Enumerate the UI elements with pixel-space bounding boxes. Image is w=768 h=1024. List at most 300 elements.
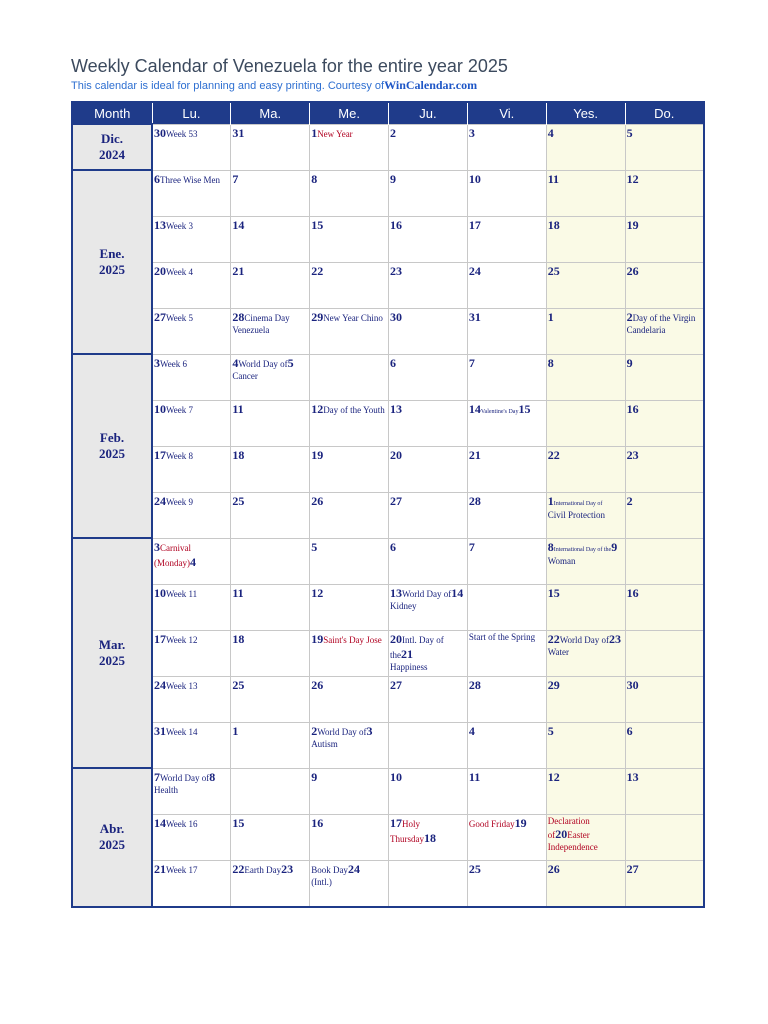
day-cell[interactable] xyxy=(310,216,389,262)
day-line xyxy=(390,402,467,417)
day-cell[interactable] xyxy=(389,216,468,262)
day-cell[interactable] xyxy=(546,676,625,722)
event-label: World Day of xyxy=(160,772,210,783)
day-cell[interactable] xyxy=(625,630,704,676)
day-number: 23 xyxy=(608,631,621,646)
day-line xyxy=(390,448,467,463)
day-line xyxy=(548,632,625,647)
day-cell[interactable] xyxy=(389,814,468,860)
day-cell[interactable] xyxy=(310,676,389,722)
day-line xyxy=(469,218,546,233)
day-number: 18 xyxy=(232,447,245,462)
month-name: Abr. xyxy=(99,821,125,837)
day-cell[interactable] xyxy=(310,124,389,170)
day-line xyxy=(548,816,625,842)
day-line xyxy=(627,218,703,233)
day-number: 10 xyxy=(154,585,166,600)
day-cell[interactable] xyxy=(310,262,389,308)
day-line xyxy=(627,678,703,693)
day-line xyxy=(232,678,309,693)
day-cell[interactable] xyxy=(310,354,389,400)
day-cell[interactable] xyxy=(231,676,310,722)
day-line xyxy=(232,218,309,233)
day-number: 19 xyxy=(514,815,527,830)
day-cell[interactable] xyxy=(231,124,310,170)
day-cell[interactable] xyxy=(231,492,310,538)
day-number: 24 xyxy=(468,263,481,278)
day-cell[interactable] xyxy=(625,676,704,722)
day-cell[interactable] xyxy=(546,630,625,676)
day-cell[interactable] xyxy=(310,630,389,676)
day-line xyxy=(154,494,230,509)
event-label: Week 13 xyxy=(166,680,198,691)
day-cell[interactable] xyxy=(546,262,625,308)
day-cell[interactable] xyxy=(152,446,231,492)
day-line xyxy=(469,494,546,509)
day-line xyxy=(154,310,230,325)
day-line xyxy=(154,356,230,371)
day-number: 20 xyxy=(555,826,568,841)
day-number: 7 xyxy=(468,355,475,370)
day-line xyxy=(627,126,703,141)
day-line xyxy=(469,816,546,831)
day-line xyxy=(311,678,388,693)
event-label: Woman xyxy=(547,555,576,566)
month-year: 2025 xyxy=(99,446,125,461)
day-cell[interactable] xyxy=(467,584,546,630)
day-line xyxy=(232,862,309,877)
day-cell[interactable] xyxy=(152,492,231,538)
day-cell[interactable] xyxy=(231,262,310,308)
day-number: 6 xyxy=(390,355,397,370)
day-cell[interactable] xyxy=(152,354,231,400)
column-header-5: Vi. xyxy=(467,102,546,124)
day-cell[interactable] xyxy=(389,630,468,676)
day-number: 19 xyxy=(626,217,639,232)
day-cell[interactable] xyxy=(467,124,546,170)
day-line xyxy=(154,218,230,233)
day-cell[interactable] xyxy=(310,860,389,907)
day-number: 15 xyxy=(518,401,531,416)
day-cell[interactable] xyxy=(310,492,389,538)
week-row xyxy=(72,446,704,492)
day-cell[interactable] xyxy=(310,814,389,860)
day-line xyxy=(627,724,703,739)
day-cell[interactable] xyxy=(546,308,625,354)
day-line xyxy=(154,402,230,417)
day-cell[interactable] xyxy=(625,538,704,584)
day-line xyxy=(627,448,703,463)
week-row xyxy=(72,584,704,630)
day-number: 1 xyxy=(311,125,318,140)
month-name: Feb. xyxy=(99,430,125,445)
day-cell[interactable] xyxy=(310,584,389,630)
day-line xyxy=(390,218,467,233)
day-cell[interactable] xyxy=(152,170,231,216)
day-line xyxy=(154,540,230,570)
day-number: 11 xyxy=(232,401,244,416)
day-line xyxy=(469,678,546,693)
day-cell[interactable] xyxy=(467,216,546,262)
day-cell[interactable] xyxy=(546,354,625,400)
day-line xyxy=(627,310,703,336)
day-cell[interactable] xyxy=(152,860,231,907)
day-number: 2 xyxy=(626,493,633,508)
day-cell[interactable] xyxy=(389,170,468,216)
day-number: 11 xyxy=(232,585,244,600)
day-number: 18 xyxy=(547,217,560,232)
day-cell[interactable] xyxy=(467,492,546,538)
day-line xyxy=(469,632,546,643)
day-number: 9 xyxy=(311,769,318,784)
day-line xyxy=(548,770,625,785)
day-cell[interactable] xyxy=(625,584,704,630)
day-line xyxy=(469,126,546,141)
day-cell[interactable] xyxy=(625,768,704,814)
day-line xyxy=(154,816,230,831)
day-cell[interactable] xyxy=(152,676,231,722)
day-cell[interactable] xyxy=(152,308,231,354)
day-number: 22 xyxy=(232,861,245,876)
day-cell[interactable] xyxy=(231,308,310,354)
event-label: Good Friday xyxy=(468,818,515,829)
day-number: 10 xyxy=(468,171,481,186)
day-cell[interactable] xyxy=(152,630,231,676)
day-line xyxy=(311,126,388,141)
event-label: World Day of xyxy=(402,588,452,599)
day-number: 2 xyxy=(626,309,633,324)
day-cell[interactable] xyxy=(231,170,310,216)
day-cell[interactable] xyxy=(310,538,389,584)
day-number: 22 xyxy=(547,631,560,646)
day-line xyxy=(232,126,309,141)
day-number: 2 xyxy=(311,723,318,738)
week-row xyxy=(72,630,704,676)
day-cell[interactable] xyxy=(546,400,625,446)
day-cell[interactable] xyxy=(152,216,231,262)
event-label: World Day of xyxy=(559,634,609,645)
day-cell[interactable] xyxy=(231,216,310,262)
event-label: (Intl.) xyxy=(311,876,332,887)
day-number: 13 xyxy=(154,217,166,232)
week-row xyxy=(72,676,704,722)
day-cell[interactable] xyxy=(389,676,468,722)
day-cell[interactable] xyxy=(467,630,546,676)
day-cell[interactable] xyxy=(546,170,625,216)
day-line xyxy=(311,218,388,233)
day-cell[interactable] xyxy=(389,538,468,584)
day-number: 17 xyxy=(468,217,481,232)
day-cell[interactable] xyxy=(467,814,546,860)
day-cell[interactable] xyxy=(389,124,468,170)
day-cell[interactable] xyxy=(546,768,625,814)
day-number: 23 xyxy=(281,861,294,876)
day-cell[interactable] xyxy=(389,262,468,308)
event-label: Week 9 xyxy=(166,496,194,507)
day-number: 3 xyxy=(468,125,475,140)
day-cell[interactable] xyxy=(231,860,310,907)
day-cell[interactable] xyxy=(467,400,546,446)
day-line xyxy=(232,632,309,647)
day-number: 9 xyxy=(611,539,618,554)
day-cell[interactable] xyxy=(467,446,546,492)
day-line xyxy=(154,126,230,141)
day-number: 23 xyxy=(626,447,639,462)
day-cell[interactable] xyxy=(310,722,389,768)
day-number: 5 xyxy=(287,355,294,370)
day-number: 17 xyxy=(154,631,166,646)
day-number: 22 xyxy=(311,263,324,278)
day-cell[interactable] xyxy=(152,124,231,170)
event-label: Week 5 xyxy=(166,312,194,323)
day-number: 4 xyxy=(547,125,554,140)
month-name: Mar. xyxy=(98,637,126,652)
day-cell[interactable] xyxy=(625,262,704,308)
day-cell[interactable] xyxy=(625,446,704,492)
day-cell[interactable] xyxy=(310,446,389,492)
day-cell[interactable] xyxy=(546,446,625,492)
day-cell[interactable] xyxy=(389,354,468,400)
wincalendar-link[interactable]: WinCalendar.com xyxy=(384,78,478,92)
page-title: Weekly Calendar of Venezuela for the entire year 2025 xyxy=(71,56,508,76)
day-number: 24 xyxy=(154,677,166,692)
day-line xyxy=(627,402,703,417)
day-line xyxy=(311,310,388,325)
event-label: World Day of xyxy=(238,358,288,369)
column-header-7: Do. xyxy=(625,102,704,124)
day-cell[interactable] xyxy=(625,170,704,216)
day-number: 21 xyxy=(232,263,245,278)
day-cell[interactable] xyxy=(152,584,231,630)
day-cell[interactable] xyxy=(231,400,310,446)
month-label-cell xyxy=(72,538,152,768)
day-line xyxy=(154,770,230,785)
week-row xyxy=(72,170,704,216)
day-cell[interactable] xyxy=(625,860,704,907)
day-number: 20 xyxy=(154,263,166,278)
day-line xyxy=(548,126,625,141)
day-cell[interactable] xyxy=(389,768,468,814)
day-cell[interactable] xyxy=(625,722,704,768)
day-cell[interactable] xyxy=(231,722,310,768)
day-cell[interactable] xyxy=(152,538,231,584)
column-header-2: Ma. xyxy=(231,102,310,124)
week-row xyxy=(72,262,704,308)
day-cell[interactable] xyxy=(389,722,468,768)
day-line xyxy=(311,448,388,463)
day-number: 29 xyxy=(547,677,560,692)
day-line xyxy=(311,402,388,417)
day-cell[interactable] xyxy=(231,538,310,584)
day-number: 25 xyxy=(547,263,560,278)
event-label: Earth Day xyxy=(244,864,282,875)
month-year: 2025 xyxy=(99,837,125,853)
day-cell[interactable] xyxy=(546,538,625,584)
day-line xyxy=(311,632,388,647)
day-line xyxy=(548,494,625,510)
calendar-body xyxy=(72,124,704,907)
day-line xyxy=(154,172,230,187)
day-cell[interactable] xyxy=(546,492,625,538)
day-number: 20 xyxy=(390,447,403,462)
day-cell[interactable] xyxy=(310,170,389,216)
day-number: 14 xyxy=(154,815,166,830)
day-line xyxy=(548,862,625,877)
column-header-1: Lu. xyxy=(152,102,231,124)
event-label: Health xyxy=(154,784,178,795)
column-header-6: Yes. xyxy=(546,102,625,124)
week-row xyxy=(72,492,704,538)
day-number: 26 xyxy=(626,263,639,278)
day-line xyxy=(390,356,467,371)
day-line xyxy=(390,264,467,279)
day-line xyxy=(390,632,467,662)
day-line xyxy=(232,402,309,417)
week-row xyxy=(72,124,704,170)
day-line xyxy=(311,540,388,555)
day-cell[interactable] xyxy=(152,262,231,308)
event-label: Day of the Virgin Candelaria xyxy=(626,312,696,335)
day-cell[interactable] xyxy=(310,308,389,354)
event-label: Cancer xyxy=(232,370,258,381)
day-cell[interactable] xyxy=(625,308,704,354)
day-cell[interactable] xyxy=(389,446,468,492)
week-row xyxy=(72,354,704,400)
day-cell[interactable] xyxy=(546,860,625,907)
day-number: 28 xyxy=(468,493,481,508)
day-cell[interactable] xyxy=(231,584,310,630)
day-number: 4 xyxy=(468,723,475,738)
day-cell[interactable] xyxy=(546,584,625,630)
day-cell[interactable] xyxy=(546,124,625,170)
day-cell[interactable] xyxy=(467,538,546,584)
day-cell[interactable] xyxy=(389,860,468,907)
day-number: 4 xyxy=(190,554,196,569)
day-number: 12 xyxy=(626,171,639,186)
day-cell[interactable] xyxy=(231,446,310,492)
day-number: 16 xyxy=(311,815,324,830)
day-cell[interactable] xyxy=(467,308,546,354)
day-number: 2 xyxy=(390,125,397,140)
day-cell[interactable] xyxy=(467,170,546,216)
day-number: 21 xyxy=(401,646,414,661)
day-number: 1 xyxy=(547,309,554,324)
day-number: 1 xyxy=(547,493,554,508)
day-cell[interactable] xyxy=(625,400,704,446)
day-number: 5 xyxy=(626,125,633,140)
day-number: 8 xyxy=(311,171,318,186)
day-line xyxy=(390,540,467,555)
event-label: Week 14 xyxy=(166,726,198,737)
day-cell[interactable] xyxy=(389,492,468,538)
event-label: Kidney xyxy=(390,600,417,611)
subtitle-text: This calendar is ideal for planning and easy printing. Courtesy of xyxy=(71,80,385,92)
day-line xyxy=(627,862,703,877)
month-name: Ene. xyxy=(99,246,125,261)
day-cell[interactable] xyxy=(152,400,231,446)
day-line xyxy=(311,586,388,601)
day-cell[interactable] xyxy=(467,262,546,308)
day-cell[interactable] xyxy=(152,768,231,814)
day-cell[interactable] xyxy=(546,722,625,768)
calendar-header-row xyxy=(72,102,704,124)
event-label: New Year xyxy=(317,128,353,139)
day-number: 6 xyxy=(626,723,633,738)
day-cell[interactable] xyxy=(467,354,546,400)
day-cell[interactable] xyxy=(231,768,310,814)
day-line xyxy=(154,448,230,463)
month-year: 2024 xyxy=(99,147,125,162)
day-cell[interactable] xyxy=(625,216,704,262)
day-cell[interactable] xyxy=(310,768,389,814)
day-number: 5 xyxy=(311,539,318,554)
day-cell[interactable] xyxy=(625,354,704,400)
week-row xyxy=(72,216,704,262)
column-header-4: Ju. xyxy=(389,102,468,124)
day-line xyxy=(469,448,546,463)
day-number: 7 xyxy=(468,539,475,554)
day-cell[interactable] xyxy=(231,630,310,676)
day-cell[interactable] xyxy=(625,124,704,170)
event-label: Valentine's Day xyxy=(480,408,519,415)
day-line xyxy=(154,264,230,279)
day-cell[interactable] xyxy=(389,584,468,630)
event-label: Day of the Youth xyxy=(323,404,385,415)
event-label: Autism xyxy=(311,738,338,749)
day-line xyxy=(548,678,625,693)
day-line xyxy=(548,264,625,279)
day-cell[interactable] xyxy=(546,814,625,860)
day-cell[interactable] xyxy=(467,676,546,722)
day-cell[interactable] xyxy=(625,814,704,860)
month-year: 2025 xyxy=(99,262,125,277)
day-line xyxy=(154,586,230,601)
day-number: 5 xyxy=(547,723,554,738)
event-label: Three Wise Men xyxy=(160,174,220,185)
day-cell[interactable] xyxy=(231,354,310,400)
day-number: 14 xyxy=(451,585,464,600)
day-cell[interactable] xyxy=(389,308,468,354)
day-number: 15 xyxy=(311,217,324,232)
day-cell[interactable] xyxy=(625,492,704,538)
day-line xyxy=(311,862,388,877)
day-line xyxy=(627,770,703,785)
event-label: Week 53 xyxy=(166,128,198,139)
day-cell[interactable] xyxy=(546,216,625,262)
day-line xyxy=(469,862,546,877)
day-cell[interactable] xyxy=(467,860,546,907)
day-cell[interactable] xyxy=(467,722,546,768)
day-cell[interactable] xyxy=(467,768,546,814)
day-number: 29 xyxy=(311,309,324,324)
event-label: Civil Protection xyxy=(547,509,605,520)
day-line xyxy=(390,770,467,785)
weekly-calendar-table xyxy=(71,101,705,908)
month-name: Dic. xyxy=(100,131,124,146)
day-cell[interactable] xyxy=(152,814,231,860)
day-number: 26 xyxy=(547,861,560,876)
day-line xyxy=(548,356,625,371)
day-number: 15 xyxy=(547,585,560,600)
day-cell[interactable] xyxy=(310,400,389,446)
day-cell[interactable] xyxy=(231,814,310,860)
day-number: 26 xyxy=(311,677,324,692)
day-line xyxy=(154,632,230,647)
day-cell[interactable] xyxy=(389,400,468,446)
day-line xyxy=(390,494,467,509)
day-cell[interactable] xyxy=(152,722,231,768)
event-label: International Day of the xyxy=(553,546,612,553)
